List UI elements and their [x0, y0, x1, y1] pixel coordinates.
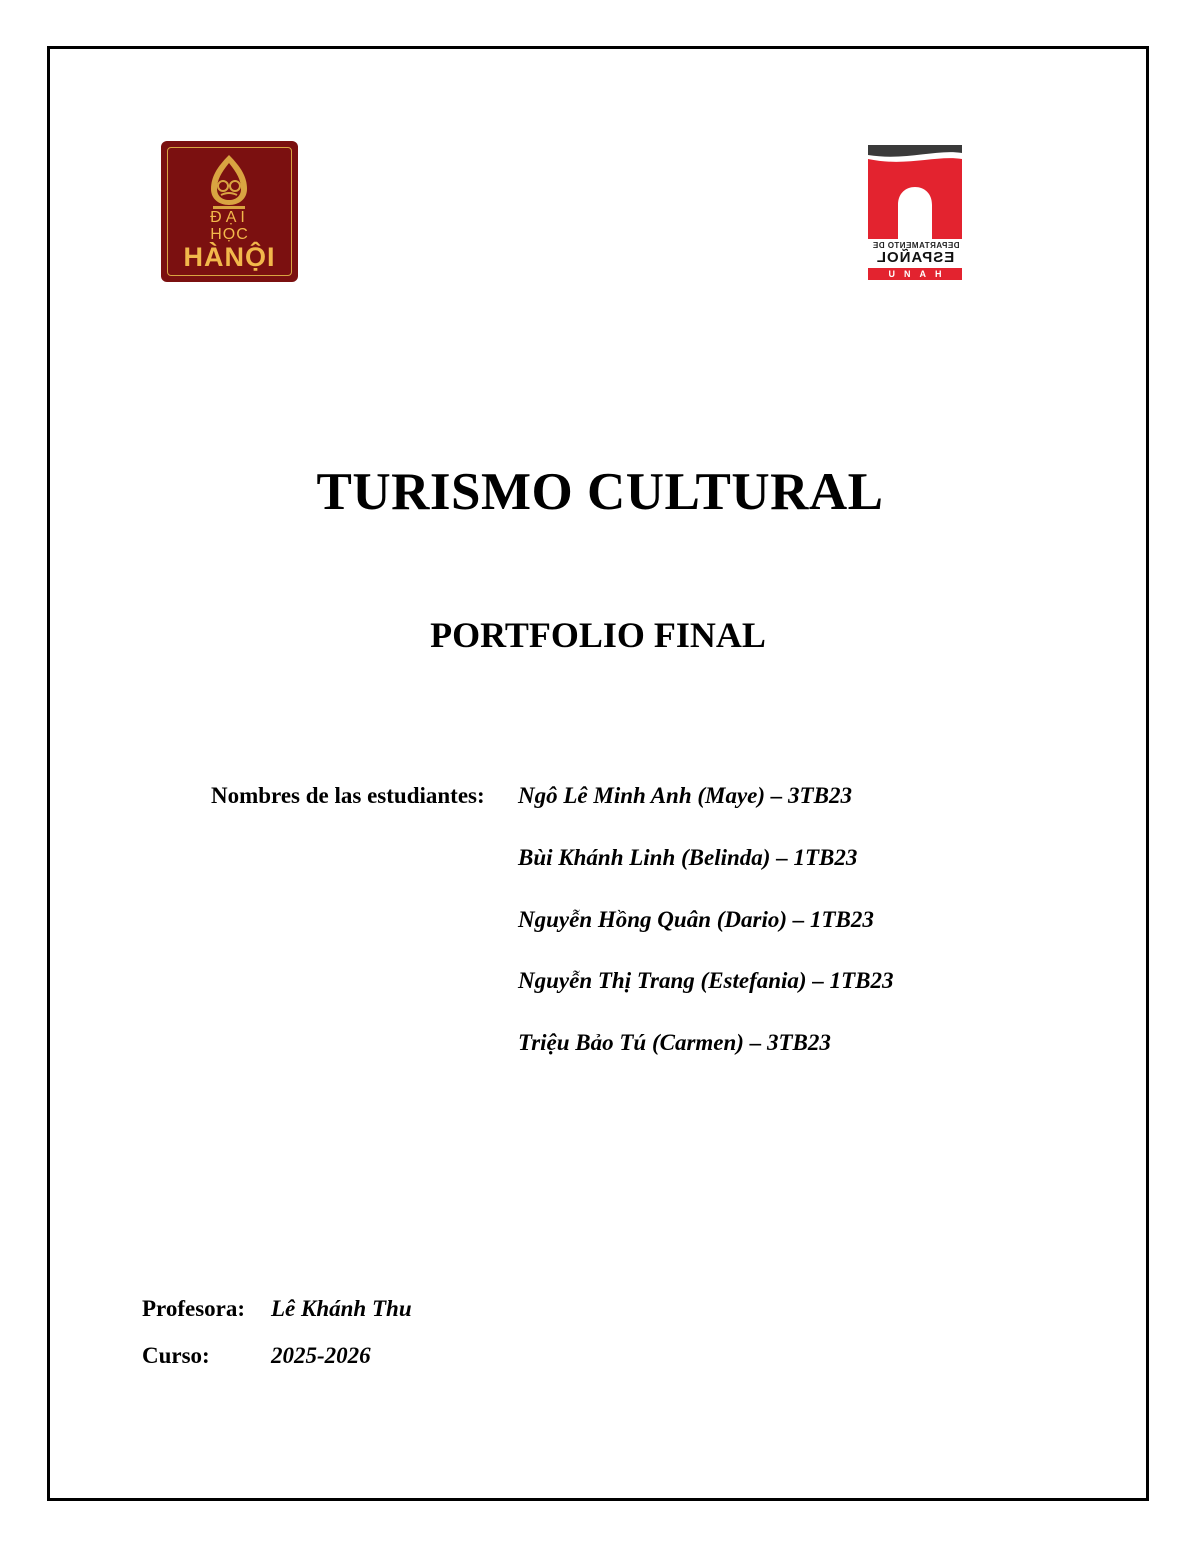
logo-text-hanoi: HÀNỘI	[183, 242, 276, 272]
document-subtitle: PORTFOLIO FINAL	[430, 615, 766, 655]
course-label: Curso:	[142, 1343, 210, 1368]
hanoi-university-logo	[161, 141, 298, 282]
logo-text-dai: ĐẠI	[210, 209, 249, 226]
logo-text-unah: UNAH	[868, 268, 962, 280]
student-name: Bùi Khánh Linh (Belinda) – 1TB23	[518, 845, 858, 870]
student-name: Nguyễn Hồng Quân (Dario) – 1TB23	[518, 907, 874, 932]
spanish-department-logo	[866, 143, 964, 281]
students-label: Nombres de las estudiantes:	[211, 783, 485, 808]
lotus-emblem-icon	[203, 153, 255, 213]
department-emblem-icon	[866, 143, 964, 241]
student-name: Ngô Lê Minh Anh (Maye) – 3TB23	[518, 783, 852, 808]
teacher-label: Profesora:	[142, 1296, 246, 1321]
student-name: Triệu Bảo Tú (Carmen) – 3TB23	[518, 1030, 831, 1055]
document-title: TURISMO CULTURAL	[316, 463, 884, 521]
logo-text-hoc: HỌC	[210, 226, 249, 243]
course-value: 2025-2026	[271, 1343, 371, 1368]
logo-text-espanol: ESPAÑOL	[875, 249, 955, 266]
teacher-name: Lê Khánh Thu	[271, 1296, 412, 1321]
logo-text-departamento: DEPARTAMENTO DE	[872, 241, 960, 250]
student-name: Nguyễn Thị Trang (Estefania) – 1TB23	[518, 968, 894, 993]
